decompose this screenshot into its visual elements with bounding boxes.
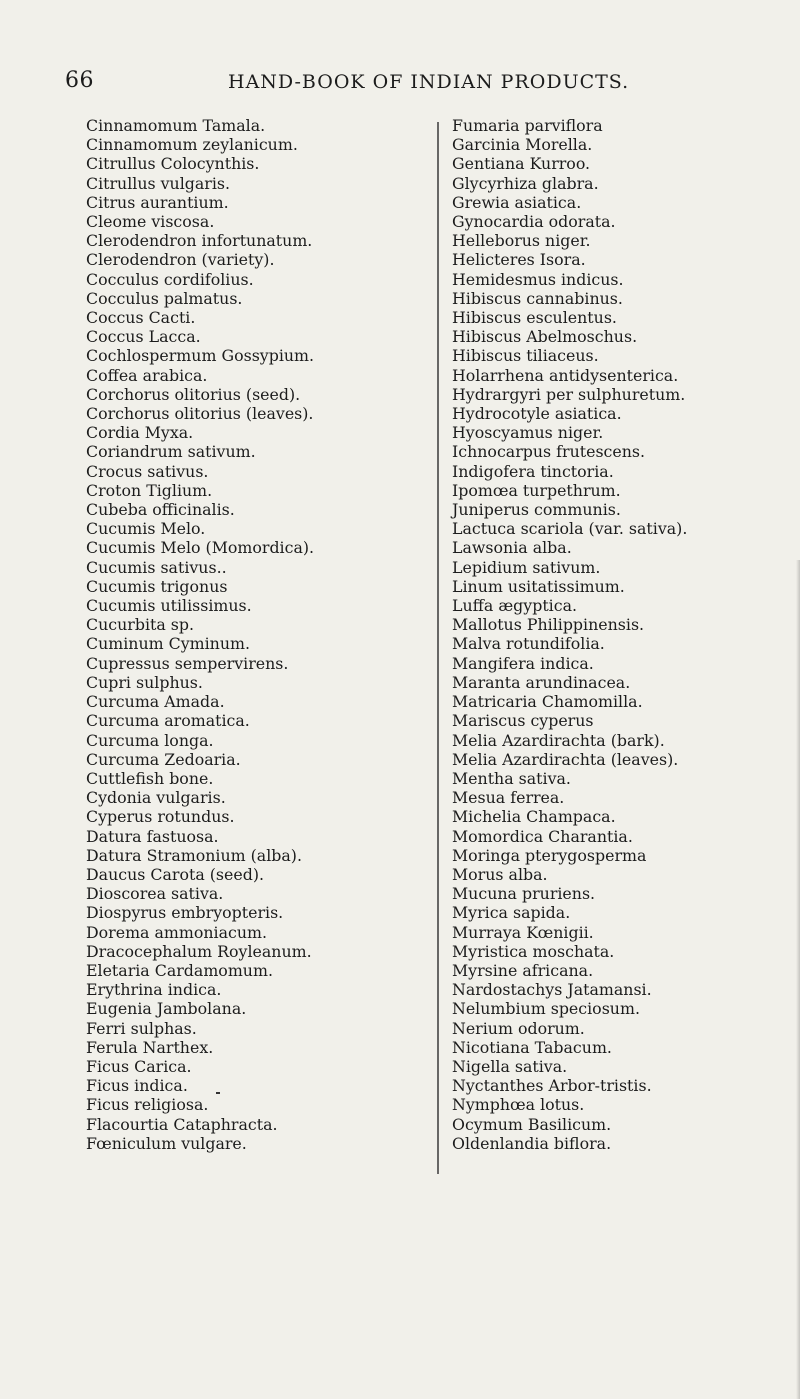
index-entry: Michelia Champaca. xyxy=(452,807,616,827)
index-entry: Ocymum Basilicum. xyxy=(452,1114,612,1134)
index-entry: Nymphœa lotus. xyxy=(452,1095,585,1115)
index-entry: Cupri sulphus. xyxy=(86,672,203,692)
index-entry: Curcuma longa. xyxy=(86,730,214,750)
page-edge-shadow xyxy=(796,560,800,1399)
index-entry: Grewia asiatica. xyxy=(452,192,582,212)
index-entry: Malva rotundifolia. xyxy=(452,634,605,654)
index-entry: Cubeba officinalis. xyxy=(86,500,235,520)
index-entry: Clerodendron infortunatum. xyxy=(86,231,313,251)
index-entry: Matricaria Chamomilla. xyxy=(452,692,643,712)
index-entry: Lawsonia alba. xyxy=(452,538,572,558)
index-entry: Cucumis sativus.. xyxy=(86,557,227,577)
index-entry: Mangifera indica. xyxy=(452,653,594,673)
index-entry: Mesua ferrea. xyxy=(452,788,565,808)
index-entry: Ferula Narthex. xyxy=(86,1037,214,1057)
index-entry: Garcinia Morella. xyxy=(452,135,593,155)
index-entry: Moringa pterygosperma xyxy=(452,845,647,865)
index-entry: Lepidium sativum. xyxy=(452,557,601,577)
index-entry: Dioscorea sativa. xyxy=(86,884,224,904)
index-entry: Citrullus vulgaris. xyxy=(86,173,231,193)
index-entry: Clerodendron (variety). xyxy=(86,250,275,270)
index-entry: Cucurbita sp. xyxy=(86,615,195,635)
index-entry: Citrullus Colocynthis. xyxy=(86,154,260,174)
index-entry: Gentiana Kurroo. xyxy=(452,154,591,174)
index-entry: Ferri sulphas. xyxy=(86,1018,197,1038)
index-entry: Cuttlefish bone. xyxy=(86,768,214,788)
index-entry: Ipomœa turpethrum. xyxy=(452,480,621,500)
index-entry: Corchorus olitorius (seed). xyxy=(86,384,301,404)
index-entry: Indigofera tinctoria. xyxy=(452,461,614,481)
index-entry: Juniperus communis. xyxy=(452,500,621,520)
index-entry: Mariscus cyperus xyxy=(452,711,594,731)
index-entry: Cuminum Cyminum. xyxy=(86,634,251,654)
right-column-list xyxy=(452,116,687,1153)
index-entry: Croton Tiglium. xyxy=(86,480,213,500)
index-entry: Dorema ammoniacum. xyxy=(86,922,268,942)
index-entry: Fumaria parviflora xyxy=(452,116,603,135)
index-entry: Nerium odorum. xyxy=(452,1018,585,1038)
index-entry: Eletaria Cardamomum. xyxy=(86,960,273,980)
index-entry: Melia Azardirachta (bark). xyxy=(452,730,665,750)
index-entry: Lactuca scariola (var. sativa). xyxy=(452,519,688,539)
index-entry: Daucus Carota (seed). xyxy=(86,864,265,884)
index-entry: Coccus Cacti. xyxy=(86,308,196,328)
index-entry: Murraya Kœnigii. xyxy=(452,922,594,942)
index-entry: Helleborus niger. xyxy=(452,231,591,251)
index-entry: Cucumis trigonus xyxy=(86,576,228,596)
index-entry: Cucumis Melo. xyxy=(86,519,206,539)
left-column-list xyxy=(86,116,314,1153)
index-entry: Cyperus rotundus. xyxy=(86,807,235,827)
index-entry: Cinnamomum zeylanicum. xyxy=(86,135,298,155)
index-entry: Luffa ægyptica. xyxy=(452,596,578,616)
index-entry: Nyctanthes Arbor-tristis. xyxy=(452,1076,652,1096)
index-entry: Ichnocarpus frutescens. xyxy=(452,442,646,462)
index-entry: Curcuma aromatica. xyxy=(86,711,250,731)
index-entry: Ficus religiosa. xyxy=(86,1095,209,1115)
index-entry: Mentha sativa. xyxy=(452,768,571,788)
index-entry: Hibiscus Abelmoschus. xyxy=(452,327,638,347)
index-entry: Glycyrhiza glabra. xyxy=(452,173,599,193)
running-head: HAND-BOOK OF INDIAN PRODUCTS. xyxy=(228,71,630,93)
index-entry: Myrica sapida. xyxy=(452,903,571,923)
index-entry: Datura Stramonium (alba). xyxy=(86,845,302,865)
index-entry: Cucumis Melo (Momordica). xyxy=(86,538,315,558)
index-entry: Citrus aurantium. xyxy=(86,192,229,212)
index-entry: Nigella sativa. xyxy=(452,1056,568,1076)
index-entry: Maranta arundinacea. xyxy=(452,672,631,692)
index-entry: Hibiscus tiliaceus. xyxy=(452,346,599,366)
index-entry: Mucuna pruriens. xyxy=(452,884,596,904)
index-entry: Cucumis utilissimus. xyxy=(86,596,252,616)
index-entry: Curcuma Amada. xyxy=(86,692,225,712)
index-entry: Morus alba. xyxy=(452,864,548,884)
index-entry: Cinnamomum Tamala. xyxy=(86,116,266,135)
index-entry: Cupressus sempervirens. xyxy=(86,653,289,673)
index-entry: Hibiscus cannabinus. xyxy=(452,288,623,308)
index-entry: Hemidesmus indicus. xyxy=(452,269,624,289)
stray-print-mark xyxy=(216,1092,220,1094)
index-entry: Eugenia Jambolana. xyxy=(86,999,247,1019)
index-entry: Helicteres Isora. xyxy=(452,250,586,270)
index-entry: Dracocephalum Royleanum. xyxy=(86,941,312,961)
index-entry: Cleome viscosa. xyxy=(86,212,215,232)
index-entry: Cydonia vulgaris. xyxy=(86,788,226,808)
index-entry: Nelumbium speciosum. xyxy=(452,999,640,1019)
index-entry: Coriandrum sativum. xyxy=(86,442,256,462)
index-entry: Diospyrus embryopteris. xyxy=(86,903,284,923)
index-entry: Hydrocotyle asiatica. xyxy=(452,404,622,424)
index-entry: Hibiscus esculentus. xyxy=(452,308,617,328)
index-entry: Ficus indica. xyxy=(86,1076,188,1096)
index-entry: Curcuma Zedoaria. xyxy=(86,749,241,769)
index-entry: Corchorus olitorius (leaves). xyxy=(86,404,314,424)
index-entry: Myrsine africana. xyxy=(452,960,594,980)
index-entry: Melia Azardirachta (leaves). xyxy=(452,749,679,769)
index-entry: Momordica Charantia. xyxy=(452,826,633,846)
index-entry: Cordia Myxa. xyxy=(86,423,194,443)
index-entry: Crocus sativus. xyxy=(86,461,209,481)
index-entry: Hyoscyamus niger. xyxy=(452,423,604,443)
index-entry: Hydrargyri per sulphuretum. xyxy=(452,384,686,404)
index-entry: Cocculus palmatus. xyxy=(86,288,243,308)
index-entry: Gynocardia odorata. xyxy=(452,212,616,232)
index-entry: Linum usitatissimum. xyxy=(452,576,625,596)
index-entry: Coccus Lacca. xyxy=(86,327,201,347)
index-entry: Oldenlandia biflora. xyxy=(452,1133,612,1153)
index-entry: Ficus Carica. xyxy=(86,1056,192,1076)
page-number: 66 xyxy=(65,68,94,93)
index-entry: Nardostachys Jatamansi. xyxy=(452,980,652,1000)
column-divider xyxy=(437,122,439,1174)
index-entry: Coffea arabica. xyxy=(86,365,208,385)
index-entry: Holarrhena antidysenterica. xyxy=(452,365,679,385)
index-entry: Datura fastuosa. xyxy=(86,826,219,846)
index-entry: Mallotus Philippinensis. xyxy=(452,615,645,635)
index-entry: Fœniculum vulgare. xyxy=(86,1133,247,1153)
index-entry: Nicotiana Tabacum. xyxy=(452,1037,612,1057)
index-entry: Erythrina indica. xyxy=(86,980,222,1000)
index-entry: Cocculus cordifolius. xyxy=(86,269,254,289)
index-entry: Myristica moschata. xyxy=(452,941,615,961)
index-entry: Cochlospermum Gossypium. xyxy=(86,346,315,366)
index-entry: Flacourtia Cataphracta. xyxy=(86,1114,278,1134)
